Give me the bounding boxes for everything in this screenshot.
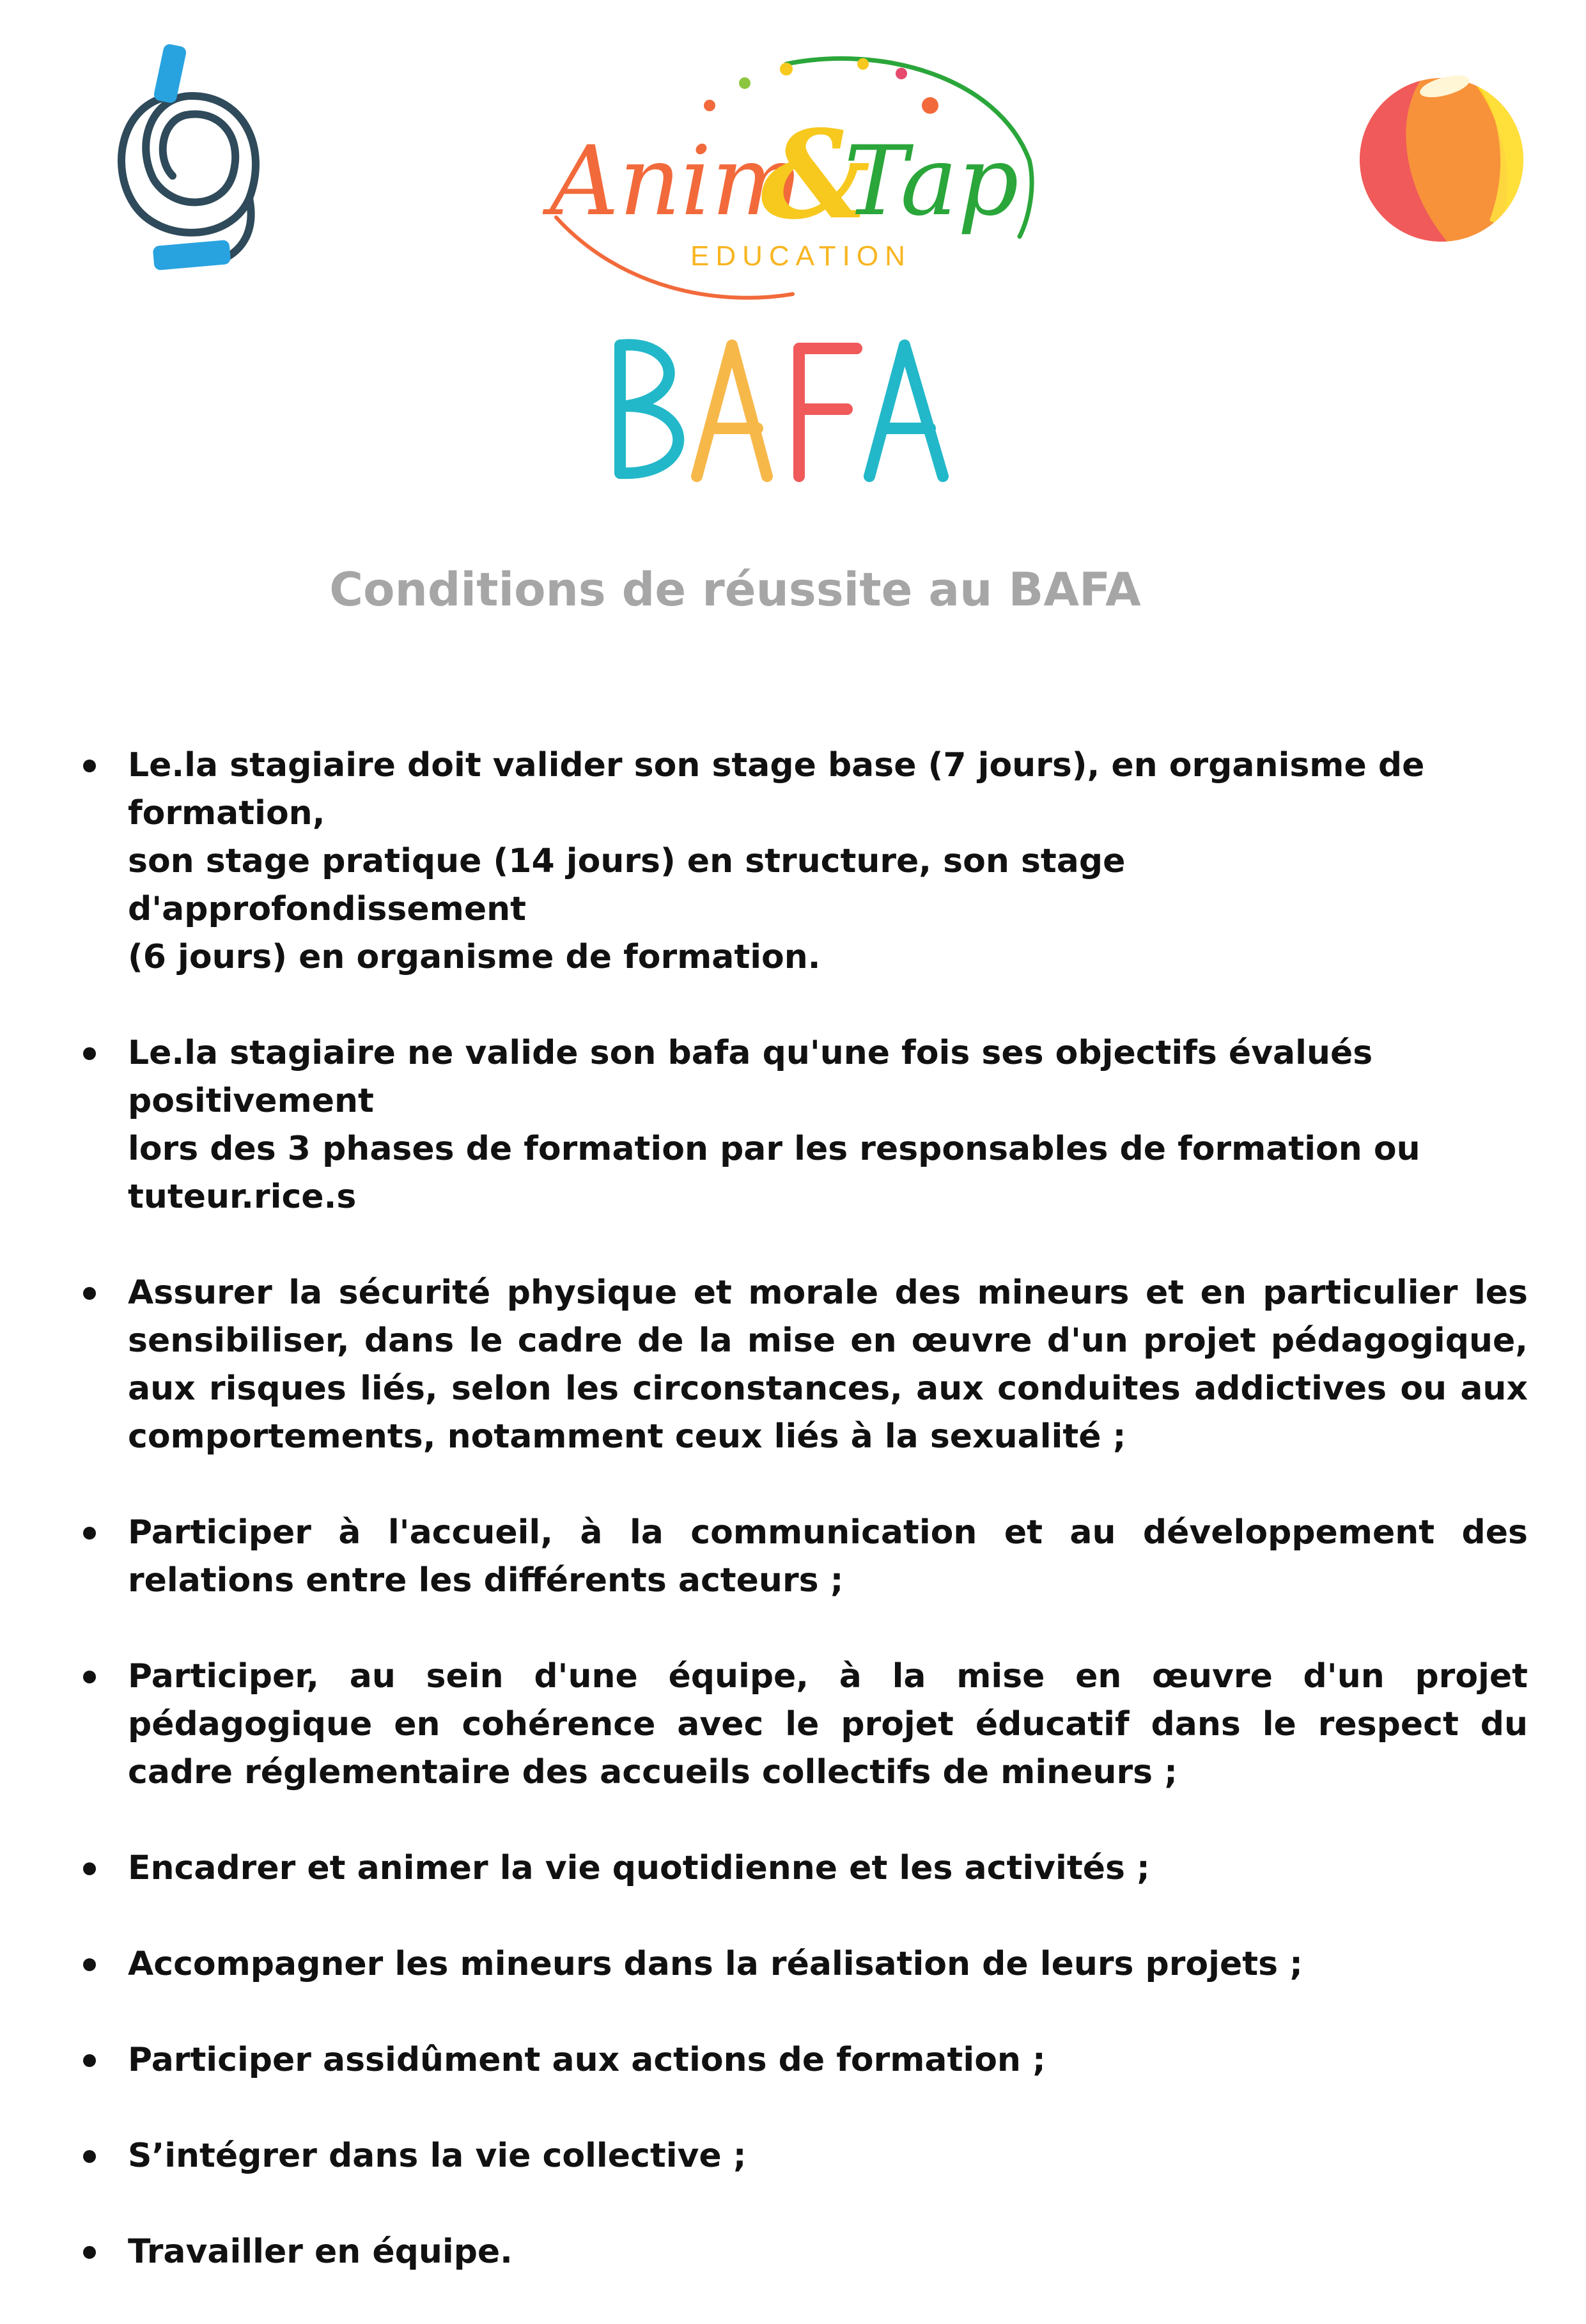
list-item xyxy=(83,1029,1528,1221)
beach-ball-icon xyxy=(1355,74,1528,246)
list-item-line: Le.la stagiaire ne valide son bafa qu'une fois ses objectifs évalués positivement xyxy=(128,1034,1373,1120)
bafa-letter-f xyxy=(799,348,857,476)
list-item xyxy=(83,2036,1528,2084)
bullet-icon xyxy=(83,1671,96,1683)
bullet-icon xyxy=(83,1527,96,1540)
logo-ampersand: & xyxy=(761,104,871,246)
list-item-text: Participer à l'accueil, à la communication et au développement des relations entre les différents acteurs ; xyxy=(128,1513,1528,1600)
list-item xyxy=(83,1844,1528,1892)
list-item-text: Encadrer et animer la vie quotidienne et les activités ; xyxy=(128,1849,1150,1887)
page-subtitle: Conditions de réussite au BAFA xyxy=(329,563,1141,616)
bafa-letter-a1 xyxy=(697,345,767,476)
list-item xyxy=(83,1940,1528,1988)
bullet-icon xyxy=(83,1047,96,1060)
bullet-icon xyxy=(83,1958,96,1971)
anim-tap-logo xyxy=(524,38,1074,313)
jump-rope-icon xyxy=(96,38,268,281)
list-item-text: Accompagner les mineurs dans la réalisation de leurs projets ; xyxy=(128,1945,1303,1983)
bullet-icon xyxy=(83,760,96,772)
list-item-text: Participer assidûment aux actions de formation ; xyxy=(128,2041,1046,2079)
logo-anim: Anim xyxy=(550,126,803,237)
list-item-line: son stage pratique (14 jours) en structure, son stage d'approfondissement xyxy=(128,842,1126,928)
list-item xyxy=(83,2132,1528,2180)
list-item xyxy=(83,742,1528,981)
bullet-icon xyxy=(83,2054,96,2067)
list-item-text: Participer, au sein d'une équipe, à la mise en œuvre d'un projet pédagogique en cohérence avec le projet éducatif dans le respect du cadre réglementaire des accueils collectifs de mineurs ; xyxy=(128,1657,1528,1791)
conditions-list xyxy=(83,742,1528,2324)
bullet-icon xyxy=(83,1862,96,1875)
list-item-line: (6 jours) en organisme de formation. xyxy=(128,938,821,976)
logo-education: EDUCATION xyxy=(690,240,912,272)
list-item xyxy=(83,1509,1528,1605)
bullet-icon xyxy=(83,2246,96,2259)
list-item-line: lors des 3 phases de formation par les responsables de formation ou xyxy=(128,1130,1420,1168)
list-item xyxy=(83,1653,1528,1797)
bafa-title xyxy=(601,332,959,486)
list-item-text: S’intégrer dans la vie collective ; xyxy=(128,2137,747,2175)
list-item-line: Le.la stagiaire doit valider son stage base (7 jours), en organisme de formation, xyxy=(128,746,1425,832)
logo-tap: Tap xyxy=(844,126,1019,237)
list-item-text: Travailler en équipe. xyxy=(128,2233,513,2271)
bullet-icon xyxy=(83,1287,96,1300)
list-item-line: tuteur.rice.s xyxy=(128,1178,357,1216)
bafa-letter-b xyxy=(620,345,678,473)
bullet-icon xyxy=(83,2150,96,2163)
list-item xyxy=(83,1269,1528,1461)
list-item-text: Assurer la sécurité physique et morale des mineurs et en particulier les sensibiliser, dans le cadre de la mise en œuvre d'un projet pédagogique, aux risques liés, selon les circonstances, aux conduites addictives ou aux comportements, notamment ceux liés à la sexualité ; xyxy=(128,1274,1528,1456)
list-item xyxy=(83,2228,1528,2276)
bafa-letter-a2 xyxy=(869,345,943,476)
